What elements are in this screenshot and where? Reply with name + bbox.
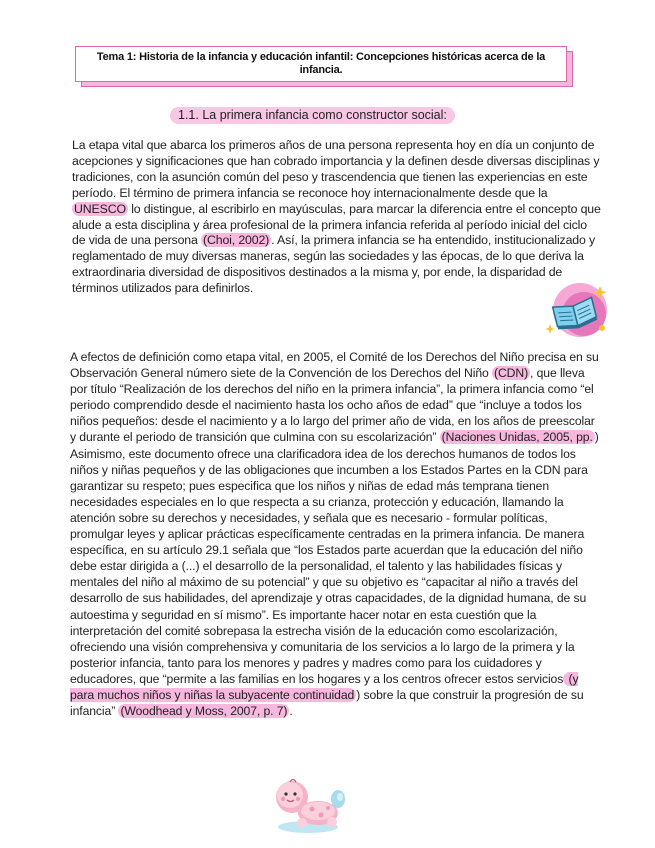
paragraph-2-text: A efectos de definición como etapa vital, en 2005, el Comité de los Derechos del Niño precisa en su Observación General número siete de la Convención de los Derechos del Niño bbox=[70, 350, 599, 381]
open-book-sticker-icon bbox=[544, 280, 610, 340]
paragraph-2 bbox=[70, 349, 604, 719]
paragraph-1-text: lo distingue, al escribirlo en mayúsculas, para marcar la diferencia entre el concepto que alude a esta disciplina y área profesional de la primera infancia referida al período inicial del ciclo de vida de una persona bbox=[72, 201, 601, 248]
paragraph-1-text: La etapa vital que abarca los primeros años de una persona representa hoy en día un conjunto de acepciones y significaciones que han cobrado importancia y la definen desde diversas disciplinas y tradiciones, con la asunción común del peso y trascendencia que tienen las experiencias en este período. El término de primera infancia se reconoce hoy internacionalmente desde que la bbox=[72, 138, 600, 200]
paragraph-1 bbox=[72, 138, 602, 297]
paragraph-2-text: ) Asimismo, este documento ofrece una clarificadora idea de los derechos humanos de todos los niños y niñas pequeños y de las obligaciones que incumben a los Estados Partes en la CDN para garantizar su respeto; pues especifica que los niños y niñas de edad más temprana tienen necesidades especiales en lo que respecta a su crianza, protección y educación, llamando la atención sobre su derechos y necesidades, y señala que es necesario - formular políticas, promulgar leyes y aplicar prácticas específicamente centradas en la primera infancia. De manera específica, en su artículo 29.1 señala que “los Estados parte acuerdan que la educación del niño debe estar dirigida a (...) el desarrollo de la personalidad, el talento y las habilidades físicas y mentales del niño al máximo de su potencial” y que su objetivo es “capacitar al niño a través del desarrollo de sus habilidades, del aprendizaje y otras capacidades, de la dignidad humana, de su autoestima y seguridad en sí mismo”. Es importante hacer notar en esta cuestión que la interpretación del comité sobrepasa la estrecha visión de la educación como escolarización, ofreciendo una visión comprehensiva y comunitaria de los servicios a lo largo de la primera y la posterior infancia, tanto para los menores y padres y madres como para los cuidadores y educadores, que “permite a las familias en los hogares y a los centros ofrecer estos servicios bbox=[70, 430, 599, 686]
highlight-unesco: UNESCO bbox=[74, 201, 126, 216]
highlight-citation-woodhead: (Woodhead y Moss, 2007, p. 7) bbox=[120, 704, 288, 719]
title-banner bbox=[75, 46, 567, 82]
baby-sticker-icon bbox=[268, 775, 348, 835]
paragraph-2-text: . bbox=[289, 704, 293, 719]
highlight-citation-naciones-unidas: (Naciones Unidas, 2005, pp. bbox=[441, 430, 593, 445]
highlight-cdn: (CDN) bbox=[494, 366, 529, 381]
paragraph-2-text: , que lleva por título “Realización de los derechos del niño en la primera infancia”, la primera infancia como “el periodo comprendido desde el nacimiento hasta los ocho años de edad” que “incluye a todos los niños pequeños: desde el nacimiento y a lo largo del primer año de vida, en los años de preescolar y durante el periodo de transición que culmina con su escolarización” bbox=[70, 366, 595, 445]
highlight-citation-choi: (Choi, 2002) bbox=[203, 233, 270, 248]
paragraph-1-text: . Así, la primera infancia se ha entendido, institucionalizado y reglamentado de muy diversas maneras, según las sociedades y las épocas, de lo que deriva la extraordinaria diversidad de dispositivos destinados a la misma y, por ende, la disparidad de términos utilizados para definirlos. bbox=[72, 233, 596, 296]
title-banner-box bbox=[75, 46, 567, 82]
paragraph-2-text: ) sobre la que construir la progresión de su infancia” bbox=[70, 687, 584, 719]
page-title: Tema 1: Historia de la infancia y educación infantil: Concepciones históricas acerca de la infancia. bbox=[96, 51, 546, 76]
section-subtitle: 1.1. La primera infancia como constructor social: bbox=[170, 107, 455, 124]
highlight-continuidad: (y para muchos niños y niñas la subyacente continuidad bbox=[70, 671, 579, 702]
